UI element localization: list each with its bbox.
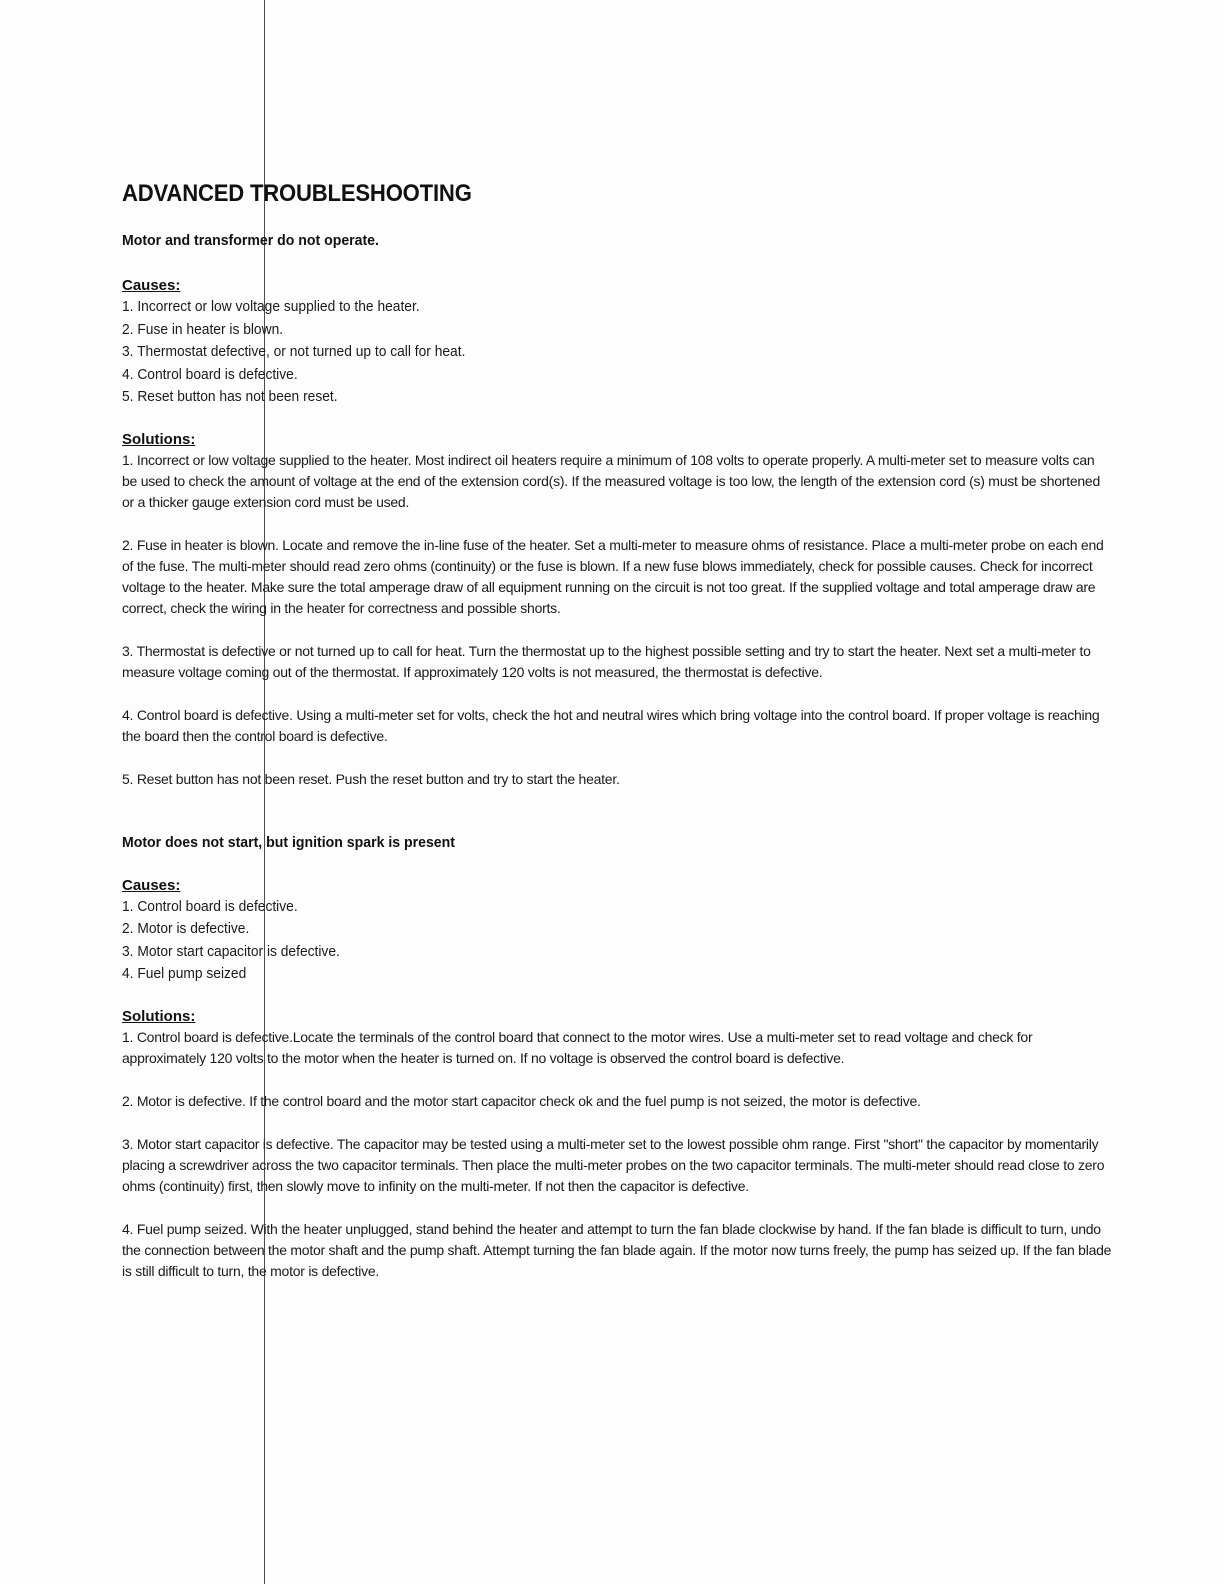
- section-title: Motor and transformer do not operate.: [122, 232, 379, 249]
- causes-label: Causes:: [122, 277, 181, 294]
- page-title: ADVANCED TROUBLESHOOTING: [122, 180, 472, 207]
- cause-item: 4. Fuel pump seized: [122, 965, 247, 982]
- section-title: Motor does not start, but ignition spark is present: [122, 833, 455, 851]
- solution-paragraph: 3. Thermostat is defective or not turned up to call for heat. Turn the thermostat up to the highest possible setting and try to start the heater. Next set a multi-meter to measure voltage coming out of the thermostat. If approximately 120 volts is not measured, the thermostat is defective.: [122, 642, 1091, 680]
- cause-item: 1. Control board is defective.: [122, 897, 298, 915]
- section-motor-transformer: [122, 232, 1112, 790]
- solution-paragraph: 2. Fuse in heater is blown. Locate and remove the in-line fuse of the heater. Set a multi-meter to measure ohms of resistance. Place a multi-meter probe on each end of the fuse. The multi-meter should read zero ohms (continuity) or the fuse is blown. If a new fuse blows immediately, check for possible causes. Check for incorrect voltage to the heater. Make sure the total amperage draw of all equipment running on the circuit is not too great. If the supplied voltage and total amperage draw are correct, check the wiring in the heater for correctness and possible shorts.: [122, 536, 1104, 616]
- cause-item: 3. Motor start capacitor is defective.: [122, 942, 340, 960]
- cause-item: 2. Motor is defective.: [122, 920, 250, 937]
- solution-paragraph: 5. Reset button has not been reset. Push the reset button and try to start the heater.: [122, 770, 620, 787]
- solution-paragraph: 4. Fuel pump seized. With the heater unplugged, stand behind the heater and attempt to turn the fan blade clockwise by hand. If the fan blade is difficult to turn, undo the connection between the motor shaft and the pump shaft. Attempt turning the fan blade again. If the motor now turns freely, the pump has seized up. If the fan blade is still difficult to turn, the motor is defective.: [122, 1220, 1112, 1279]
- solution-paragraph: 3. Motor start capacitor is defective. The capacitor may be tested using a multi-meter set to the lowest possible ohm range. First "short" the capacitor by momentarily placing a screwdriver across the two capacitor terminals. Then place the multi-meter probes on the two capacitor terminals. The multi-meter should read close to zero ohms (continuity) first, then slowly move to infinity on the multi-meter. If not then the capacitor is defective.: [122, 1135, 1105, 1194]
- solution-paragraph: 1. Incorrect or low voltage supplied to the heater. Most indirect oil heaters require a minimum of 108 volts to operate properly. A multi-meter set to measure volts can be used to check the amount of voltage at the end of the extension cord(s). If the measured voltage is too low, the length of the extension cord (s) must be shortened or a thicker gauge extension cord must be used.: [122, 451, 1100, 510]
- solution-paragraph: 4. Control board is defective. Using a multi-meter set for volts, check the hot and neutral wires which bring voltage into the control board. If proper voltage is reaching the board then the control board is defective.: [122, 706, 1100, 744]
- solution-paragraph: 1. Control board is defective.Locate the terminals of the control board that connect to the motor wires. Use a multi-meter set to read voltage and check for approximately 120 volts to the motor when the heater is turned on. If no voltage is observed the control board is defective.: [122, 1028, 1033, 1066]
- causes-list: [122, 896, 1112, 986]
- cause-item: 4. Control board is defective.: [122, 365, 298, 383]
- causes-block: [122, 277, 1112, 409]
- cause-item: 5. Reset button has not been reset.: [122, 388, 338, 405]
- solution-paragraph: 2. Motor is defective. If the control board and the motor start capacitor check ok and the fuel pump is not seized, the motor is defective.: [122, 1092, 921, 1109]
- causes-list: [122, 296, 1112, 409]
- solutions-block: [122, 1008, 1112, 1282]
- cause-item: 2. Fuse in heater is blown.: [122, 320, 284, 338]
- cause-item: 3. Thermostat defective, or not turned up to call for heat.: [122, 343, 466, 360]
- solutions-label: Solutions:: [122, 430, 196, 448]
- section-motor-no-start: [122, 834, 1112, 1282]
- causes-label: Causes:: [122, 876, 181, 894]
- cause-item: 1. Incorrect or low voltage supplied to the heater.: [122, 298, 420, 315]
- solutions-block: [122, 431, 1112, 790]
- causes-block: [122, 877, 1112, 986]
- solutions-label: Solutions:: [122, 1007, 196, 1025]
- document-body: [122, 180, 1112, 1304]
